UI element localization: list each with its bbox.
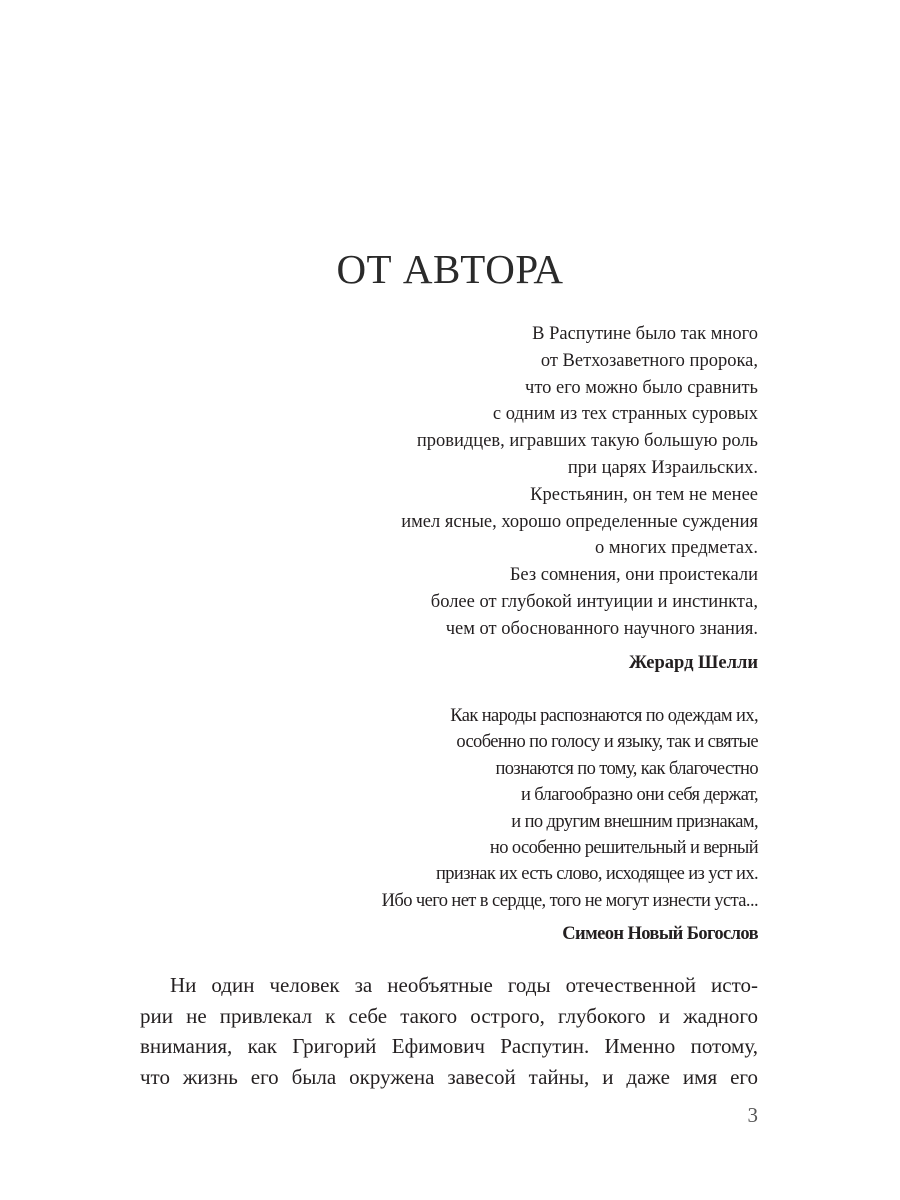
- body-line: внимания, как Григорий Ефимович Распутин. Именно потому,: [140, 1034, 758, 1059]
- epigraph-line: особенно по голосу и языку, так и святые: [456, 732, 758, 753]
- epigraph-line: имел ясные, хорошо определенные суждения: [401, 511, 758, 532]
- epigraph-line: более от глубокой интуиции и инстинкта,: [430, 591, 758, 612]
- epigraph-line: Крестьянин, он тем не менее: [530, 484, 758, 505]
- epigraph-line: что его можно было сравнить: [525, 377, 758, 398]
- epigraph-line: при царях Израильских.: [567, 457, 758, 478]
- epigraph-author: Жерард Шелли: [628, 652, 758, 673]
- epigraph-line: провидцев, игравших такую большую роль: [416, 431, 758, 452]
- epigraph-line: от Ветхозаветного пророка,: [540, 350, 758, 371]
- page-number: 3: [747, 1103, 758, 1127]
- epigraph-line: с одним из тех странных суровых: [492, 404, 758, 425]
- epigraph-line: признак их есть слово, исходящее из уст их.: [435, 864, 758, 885]
- body-line: рии не привлекал к себе такого острого, глубокого и жадного: [140, 1003, 758, 1028]
- epigraph-2: [382, 703, 758, 947]
- epigraph-author: Симеон Новый Богослов: [562, 924, 758, 945]
- body-line: Ни один человек за необъятные годы отечественной исто-: [170, 973, 758, 997]
- epigraph-line: Как народы распознаются по одеждам их,: [450, 706, 758, 726]
- epigraph-line: о многих предметах.: [595, 538, 758, 559]
- epigraph-line: В Распутине было так много: [532, 324, 758, 344]
- epigraph-line: и благообразно они себя держат,: [520, 785, 758, 806]
- chapter-title: ОТ АВТОРА: [336, 246, 564, 293]
- epigraph-line: но особенно решительный и верный: [489, 837, 758, 858]
- epigraph-line: чем от обоснованного научного знания.: [445, 618, 758, 639]
- epigraph-line: Без сомнения, они проистекали: [509, 565, 758, 586]
- epigraph-line: и по другим внешним признакам,: [511, 811, 758, 832]
- epigraph-line: Ибо чего нет в сердце, того не могут изнести уста...: [381, 890, 758, 911]
- body-paragraph: [140, 970, 758, 1092]
- body-line: что жизнь его была окружена завесой тайны, и даже имя его: [140, 1064, 758, 1089]
- epigraph-1: [401, 321, 758, 676]
- epigraph-line: познаются по тому, как благочестно: [495, 758, 758, 779]
